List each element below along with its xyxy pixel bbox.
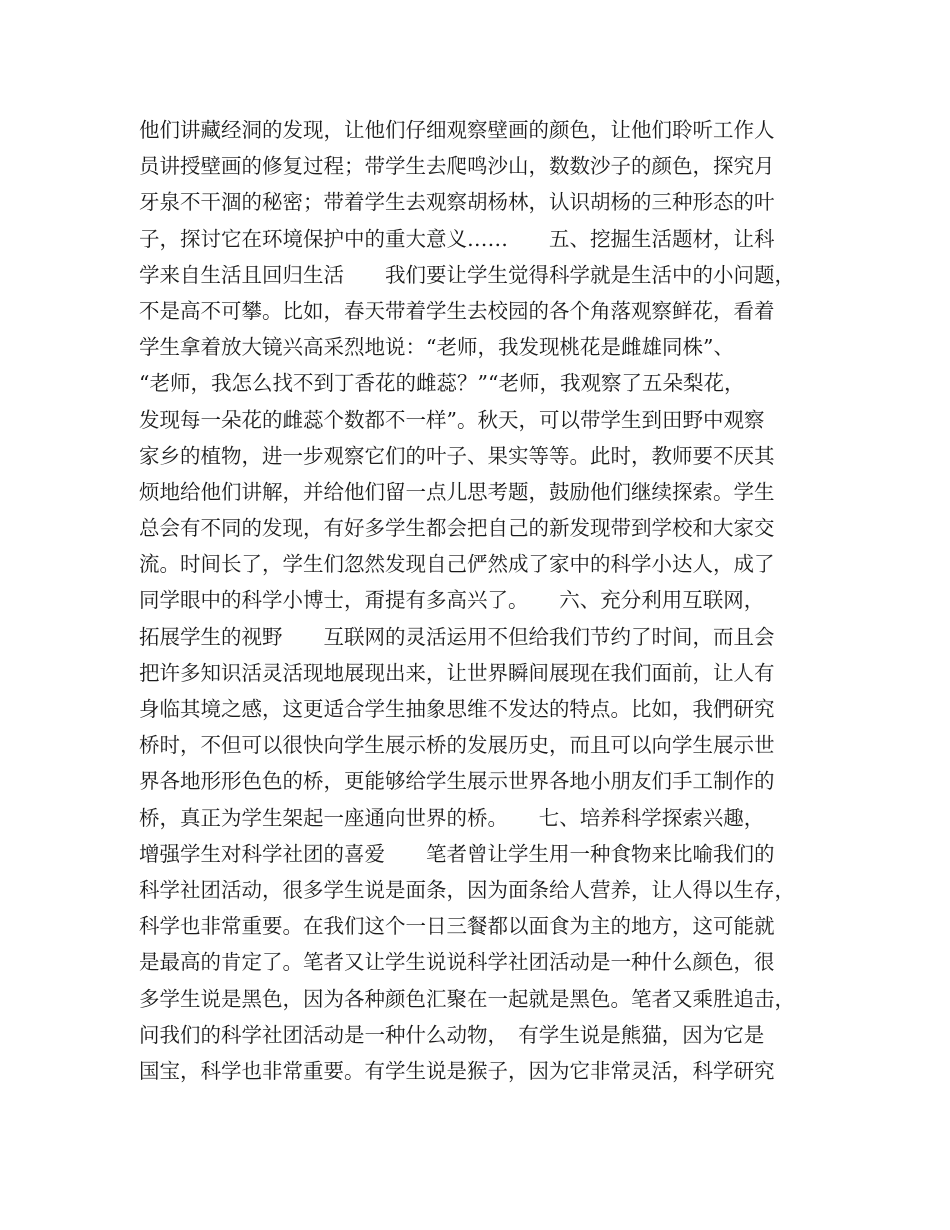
text-line: 不是高不可攀。比如，春天带着学生去校园的各个角落观察鲜花，看着 xyxy=(139,298,775,323)
text-line: 是最高的肯定了。笔者又让学生说说科学社团活动是一种什么颜色，很 xyxy=(139,950,775,975)
text-line: 问我们的科学社团活动是一种什么动物， 有学生说是熊猫，因为它是 xyxy=(139,1022,765,1047)
text-line: 学来自生活且回归生活 我们要让学生觉得科学就是生活中的小问题， xyxy=(139,262,795,287)
text-line: 多学生说是黑色，因为各种颜色汇聚在一起就是黑色。笔者又乘胜追击， xyxy=(139,986,795,1011)
text-line: “老师，我怎么找不到丁香花的雌蕊？”“老师，我观察了五朵梨花， xyxy=(139,371,745,396)
text-line: 界各地形形色色的桥，更能够给学生展示世界各地小朋友们手工制作的 xyxy=(139,769,775,794)
body-text xyxy=(139,112,829,1089)
text-line: 拓展学生的视野 互联网的灵活运用不但给我们节约了时间，而且会 xyxy=(139,624,775,649)
text-line: 流。时间长了，学生们忽然发现自己俨然成了家中的科学小达人，成了 xyxy=(139,552,775,577)
text-line: 子，探讨它在环境保护中的重大意义…… 五、挖掘生活题材，让科 xyxy=(139,226,775,251)
text-line: 把许多知识活灵活现地展现出来，让世界瞬间展现在我们面前，让人有 xyxy=(139,660,775,685)
text-line: 发现每一朵花的雌蕊个数都不一样”。秋天，可以带学生到田野中观察 xyxy=(139,407,765,432)
text-line: 桥时，不但可以很快向学生展示桥的发展历史，而且可以向学生展示世 xyxy=(139,733,775,758)
text-line: 牙泉不干涸的秘密；带着学生去观察胡杨林，认识胡杨的三种形态的叶 xyxy=(139,190,775,215)
text-line: 他们讲藏经洞的发现，让他们仔细观察壁画的颜色，让他们聆听工作人 xyxy=(139,118,775,142)
text-line: 科学社团活动，很多学生说是面条，因为面条给人营养，让人得以生存， xyxy=(139,877,795,902)
text-line: 家乡的植物，进一步观察它们的叶子、果实等等。此时，教师要不厌其 xyxy=(139,443,775,468)
text-line: 烦地给他们讲解，并给他们留一点儿思考题，鼓励他们继续探索。学生 xyxy=(139,479,775,504)
text-line: 同学眼中的科学小博士，甭提有多高兴了。 六、充分利用互联网， xyxy=(139,588,765,613)
text-line: 学生拿着放大镜兴高采烈地说：“老师，我发现桃花是雌雄同株”、 xyxy=(139,335,734,360)
text-line: 身临其境之感，这更适合学生抽象思维不发达的特点。比如，我們研究 xyxy=(139,697,775,721)
text-line: 总会有不同的发现，有好多学生都会把自己的新发现带到学校和大家交 xyxy=(139,516,775,541)
text-line: 科学也非常重要。在我们这个一日三餐都以面食为主的地方，这可能就 xyxy=(139,914,775,939)
text-line: 国宝，科学也非常重要。有学生说是猴子，因为它非常灵活，科学研究 xyxy=(139,1058,775,1083)
text-line: 桥，真正为学生架起一座通向世界的桥。 七、培养科学探索兴趣， xyxy=(139,805,765,830)
text-line: 员讲授壁画的修复过程；带学生去爬鸣沙山，数数沙子的颜色，探究月 xyxy=(139,154,775,179)
text-line: 增强学生对科学社团的喜爱 笔者曾让学生用一种食物来比喻我们的 xyxy=(139,841,775,866)
